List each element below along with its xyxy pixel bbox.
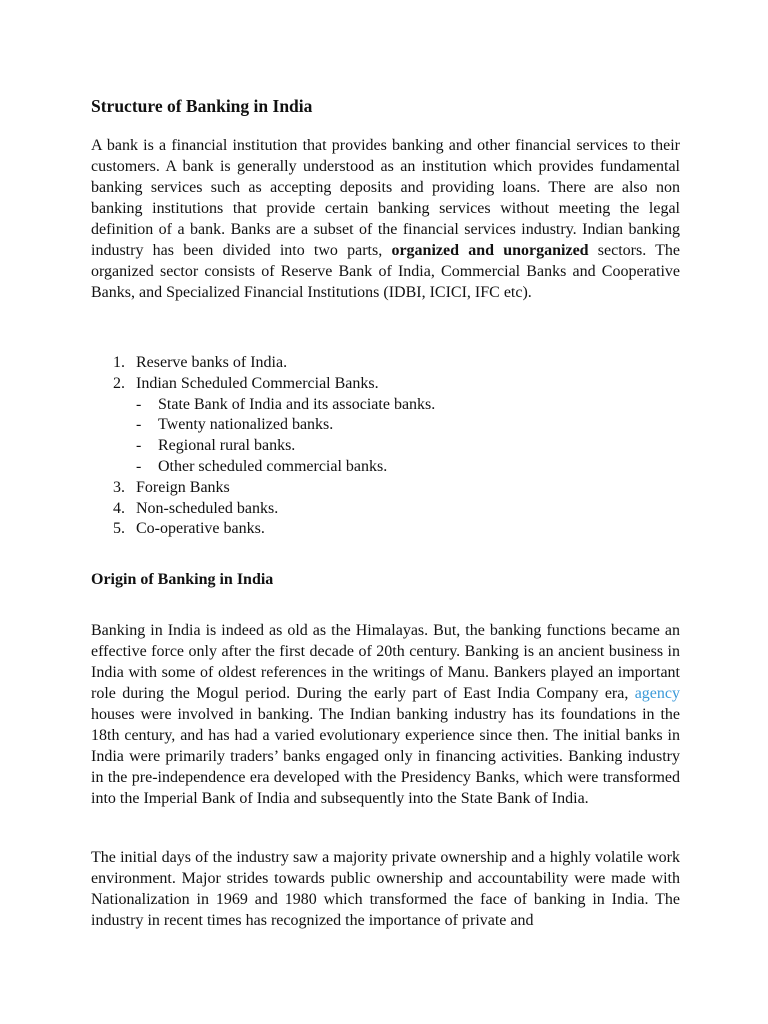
list-text: Foreign Banks (136, 478, 230, 496)
list-text: Co-operative banks. (136, 520, 265, 538)
list-text: State Bank of India and its associate banks. (158, 395, 436, 413)
list-text: Non-scheduled banks. (136, 499, 279, 517)
bank-list (91, 353, 435, 540)
list-text: Twenty nationalized banks. (158, 416, 334, 434)
bold-phrase: organized and unorganized (391, 242, 589, 259)
paragraph-origin-text: Banking in India is indeed as old as the Himalayas. But, the banking functions became an effective force only after the first decade of 20th century. Banking is an ancient business in India with some of oldest references in the writings of Manu. Bankers played an important role during the Mogul period. During the early part of East India Company era, (91, 622, 680, 702)
list-item (91, 353, 435, 374)
list-subitem (91, 395, 435, 416)
paragraph-intro (91, 135, 680, 303)
list-marker: 1. (113, 354, 125, 371)
list-item (91, 519, 435, 540)
list-subitem (91, 415, 435, 436)
list-marker: - (136, 416, 142, 434)
list-text: Regional rural banks. (158, 437, 296, 455)
paragraph-origin (91, 620, 680, 809)
list-marker: 5. (113, 520, 125, 538)
paragraph-initial-days: The initial days of the industry saw a majority private ownership and a highly volatile work environment. Major strides towards public ownership and accountability were made with Nationalization in 1969 and 1980 which transformed the face of banking in India. The industry in recent times has recognized the importance of private and (91, 849, 680, 929)
list-marker: - (136, 457, 142, 475)
list-marker: 3. (113, 478, 125, 496)
list-text: Other scheduled commercial banks. (158, 457, 388, 475)
list-marker: - (136, 437, 142, 455)
list-subitem (91, 436, 435, 457)
list-item (91, 499, 435, 520)
paragraph-intro-text: A bank is a financial institution that provides banking and other financial services to their customers. A bank is generally understood as an institution which provides fundamental banking services such as accepting deposits and providing loans. There are also non banking institutions that provide certain banking services without meeting the legal definition of a bank. Banks are a subset of the financial services industry. Indian banking industry has been divided into two parts, (91, 137, 680, 259)
list-item (91, 478, 435, 499)
paragraph-origin-text-end: houses were involved in banking. The Indian banking industry has its foundations in the 18th century, and has had a varied evolutionary experience since then. The initial banks in India were primarily traders’ banks engaged only in financing activities. Banking industry in the pre-independence era developed with the Presidency Banks, which were transformed into the Imperial Bank of India and subsequently into the State Bank of India. (91, 706, 680, 807)
list-subitem (91, 457, 435, 478)
heading-structure: Structure of Banking in India (91, 96, 313, 116)
list-text: Indian Scheduled Commercial Banks. (136, 374, 379, 392)
list-item (91, 374, 435, 395)
list-text: Reserve banks of India. (136, 354, 288, 371)
agency-link[interactable]: agency (634, 685, 680, 702)
heading-origin: Origin of Banking in India (91, 571, 274, 588)
paragraph-intro-text-end: sectors. The organized sector consists of Reserve Bank of India, Commercial Banks and Cooperative Banks, and Specialized Financial Institutions (IDBI, ICICI, IFC etc). (91, 242, 681, 301)
list-marker: 4. (113, 499, 125, 517)
list-marker: 2. (113, 374, 125, 392)
list-marker: - (136, 395, 142, 413)
